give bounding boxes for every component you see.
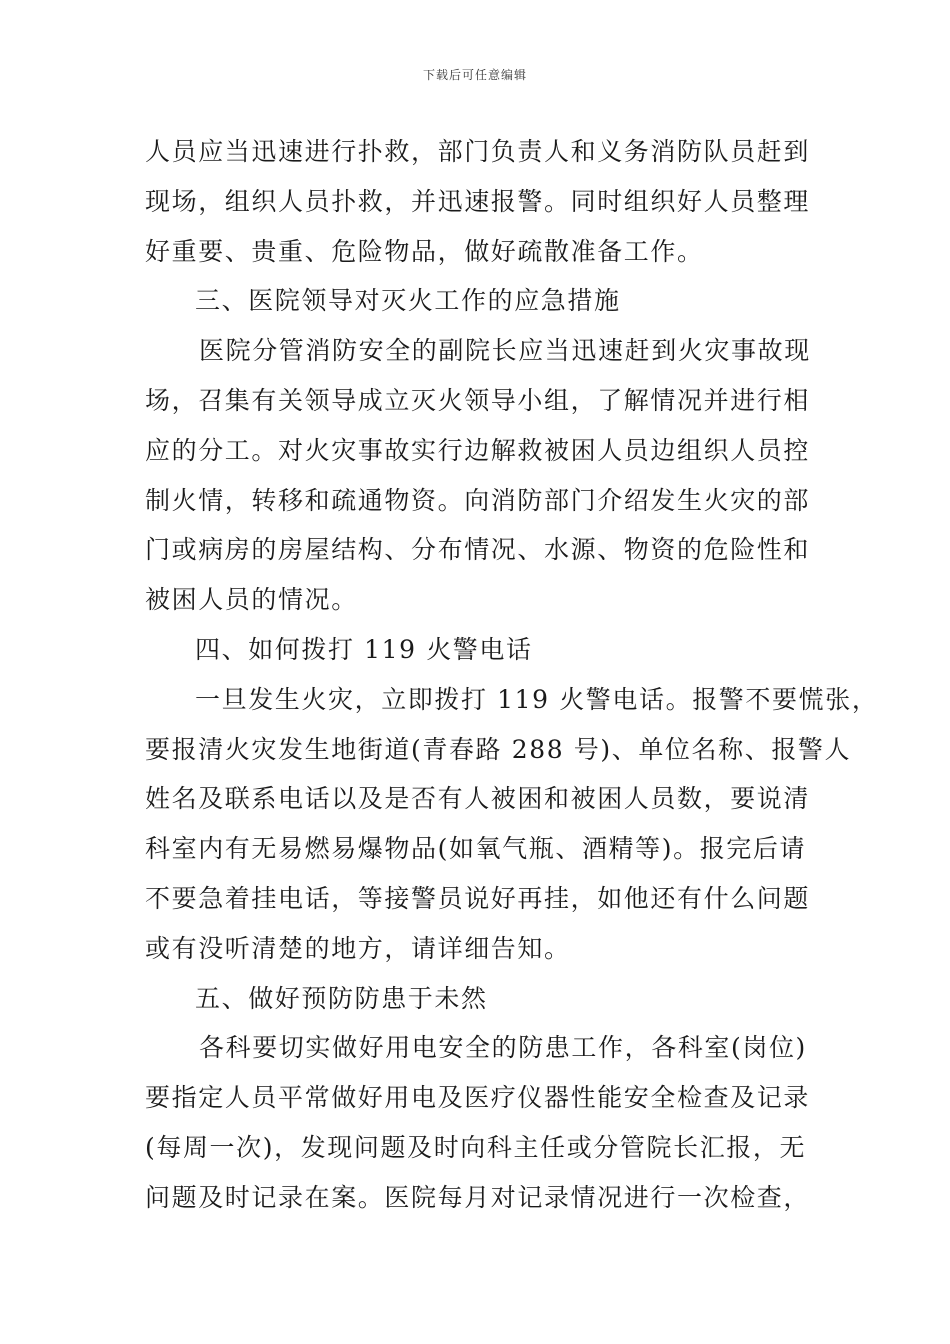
text-line: 要指定人员平常做好用电及医疗仪器性能安全检查及记录 (145, 1083, 811, 1113)
text-line: 好重要、贵重、危险物品，做好疏散准备工作。 (145, 236, 704, 266)
text-line: 问题及时记录在案。医院每月对记录情况进行一次检查， (145, 1182, 811, 1212)
text-line: 应的分工。对火灾事故实行边解救被困人员边组织人员控 (145, 435, 811, 465)
text-line: 不要急着挂电话，等接警员说好再挂，如他还有什么问题 (145, 883, 811, 913)
text-line: 场，召集有关领导成立灭火领导小组，了解情况并进行相 (145, 385, 811, 415)
text-line: 现场，组织人员扑救，并迅速报警。同时组织好人员整理 (145, 186, 811, 216)
text-line: 要报清火灾发生地街道(青春路 288 号)、单位名称、报警人 (145, 734, 852, 764)
text-line: 姓名及联系电话以及是否有人被困和被困人员数，要说清 (145, 784, 811, 814)
document-body (145, 127, 879, 1223)
text-line: 一旦发生火灾，立即拨打 119 火警电话。报警不要慌张， (195, 684, 879, 714)
text-line: 或有没听清楚的地方，请详细告知。 (145, 933, 571, 963)
text-line: 各科要切实做好用电安全的防患工作，各科室(岗位) (199, 1033, 807, 1063)
text-line: 制火情，转移和疏通物资。向消防部门介绍发生火灾的部 (145, 485, 811, 515)
text-line: 医院分管消防安全的副院长应当迅速赶到火灾事故现 (199, 336, 811, 366)
text-line: 科室内有无易燃易爆物品(如氧气瓶、酒精等)。报完后请 (145, 834, 807, 864)
text-line: 人员应当迅速进行扑救，部门负责人和义务消防队员赶到 (145, 137, 811, 166)
text-line: 被困人员的情况。 (145, 585, 358, 615)
header-note: 下载后可任意编辑 (422, 68, 527, 82)
text-line: (每周一次)，发现问题及时向科主任或分管院长汇报，无 (145, 1132, 807, 1162)
section-heading-5: 五、做好预防防患于未然 (195, 983, 488, 1013)
section-heading-3: 三、医院领导对灭火工作的应急措施 (195, 286, 621, 316)
text-line: 门或病房的房屋结构、分布情况、水源、物资的危险性和 (145, 535, 811, 565)
section-heading-4: 四、如何拨打 119 火警电话 (195, 634, 533, 664)
